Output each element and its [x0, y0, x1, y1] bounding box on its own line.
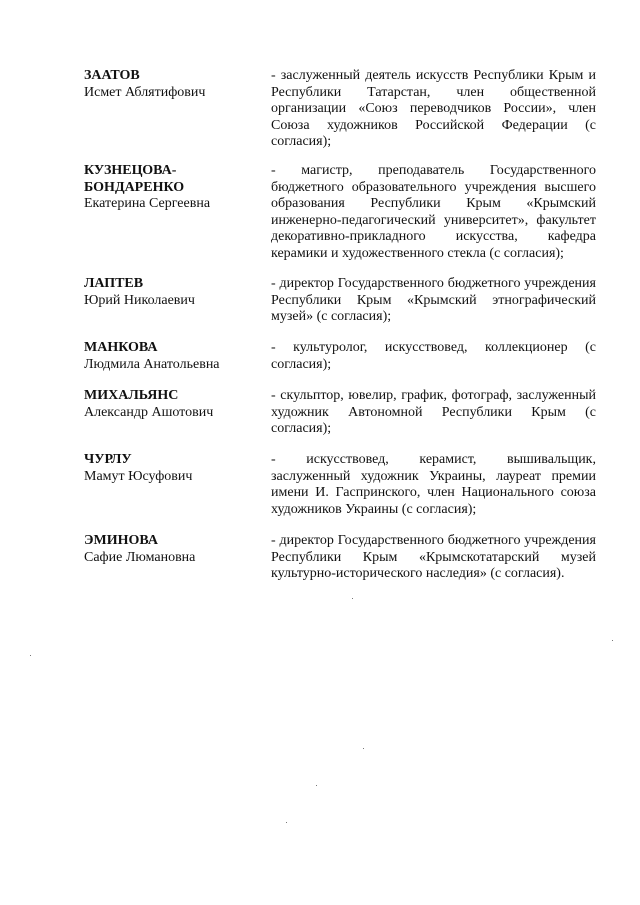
member-surname: ЧУРЛУ	[84, 452, 132, 467]
member-given-names: Екатерина Сергеевна	[84, 196, 211, 211]
member-surname: МАНКОВА	[84, 340, 158, 355]
member-description: - заслуженный деятель искусств Республики Крым и Республики Татарстан, член общественной организации «Союз переводчиков России», член Союза художников Российской Федерации (с согласия);	[271, 68, 596, 149]
member-given-names: Людмила Анатольевна	[84, 356, 220, 372]
member-surname: МИХАЛЬЯНС	[84, 388, 179, 403]
scan-speck	[352, 598, 353, 599]
member-name	[84, 163, 264, 213]
scan-speck	[30, 655, 31, 656]
member-name	[84, 340, 264, 373]
member-name	[84, 452, 264, 485]
scan-speck	[286, 822, 287, 823]
member-given-names: Мамут Юсуфович	[84, 468, 193, 484]
member-description: - искусствовед, керамист, вышивальщик, заслуженный художник Украины, лауреат премии имени И. Гаспринского, член Национального союза художников Украины (с согласия);	[271, 452, 596, 517]
member-description: - директор Государственного бюджетного учреждения Республики Крым «Крымскотатарский музей культурно-исторического наследия» (с согласия).	[271, 533, 596, 581]
member-given-names: Сафие Люмановна	[84, 549, 196, 565]
scan-speck	[316, 785, 317, 786]
member-description: - культуролог, искусствовед, коллекционер (с согласия);	[271, 340, 596, 372]
member-given-names: Александр Ашотович	[84, 404, 214, 420]
member-name	[84, 68, 264, 101]
scan-speck	[612, 640, 613, 641]
member-surname: ЭМИНОВА	[84, 533, 158, 548]
scan-speck	[363, 748, 364, 749]
member-description: - магистр, преподаватель Государственного бюджетного образовательного учреждения высшего образования Республики Крым «Крымский инженерно-педагогический университет», факультет декоративно-прикладного искусства, кафедра керамики и художественного стекла (с согласия);	[271, 163, 596, 261]
member-name	[84, 276, 264, 309]
member-surname: ЛАПТЕВ	[84, 276, 144, 291]
member-surname: КУЗНЕЦОВА- БОНДАРЕНКО	[84, 163, 185, 195]
member-given-names: Исмет Аблятифович	[84, 84, 206, 100]
member-description: - директор Государственного бюджетного учреждения Республики Крым «Крымский этнографический музей» (с согласия);	[271, 276, 596, 324]
member-name	[84, 388, 264, 421]
member-surname: ЗААТОВ	[84, 68, 140, 83]
member-given-names: Юрий Николаевич	[84, 292, 195, 308]
member-name	[84, 533, 264, 566]
member-description: - скульптор, ювелир, график, фотограф, заслуженный художник Автономной Республики Крым (с согласия);	[271, 388, 596, 436]
